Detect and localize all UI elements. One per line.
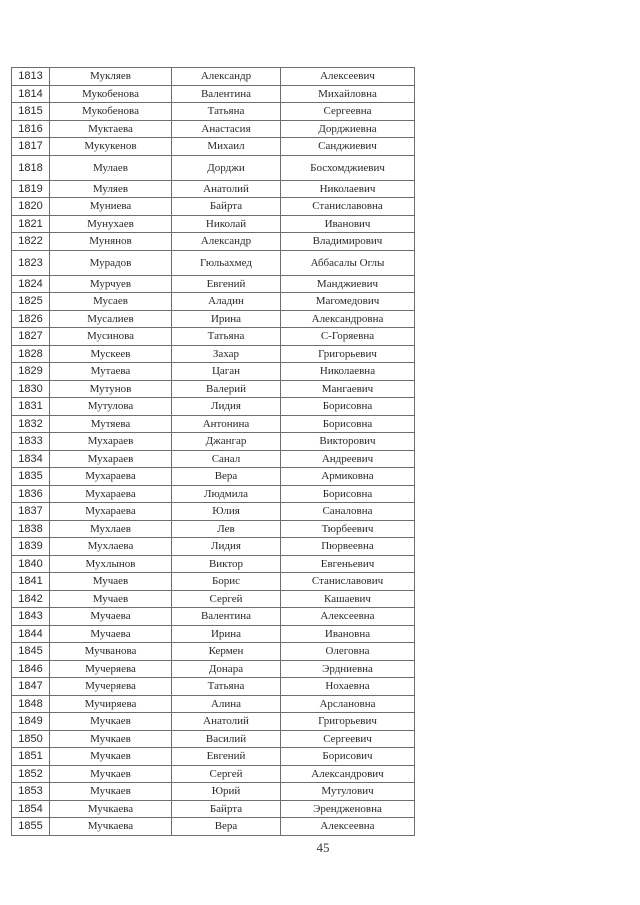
table-row [12,783,415,801]
first-name-cell: Татьяна [172,103,281,121]
row-number: 1821 [12,215,50,233]
first-name-cell: Борис [172,573,281,591]
surname-cell: Мучаев [50,573,172,591]
first-name-cell: Анатолий [172,713,281,731]
first-name-cell: Анатолий [172,180,281,198]
patronymic-cell: Саналовна [281,503,415,521]
surname-cell: Мулаев [50,155,172,180]
surname-cell: Мучкаев [50,713,172,731]
patronymic-cell: Станиславович [281,573,415,591]
surname-cell: Мурадов [50,250,172,275]
first-name-cell: Донара [172,660,281,678]
table-row [12,590,415,608]
table-row [12,818,415,836]
first-name-cell: Валентина [172,608,281,626]
surname-cell: Мучиряева [50,695,172,713]
patronymic-cell: Александровна [281,310,415,328]
surname-cell: Мухараева [50,503,172,521]
row-number: 1852 [12,765,50,783]
surname-cell: Мучванова [50,643,172,661]
surname-cell: Мунянов [50,233,172,251]
table-row [12,625,415,643]
row-number: 1831 [12,398,50,416]
patronymic-cell: Олеговна [281,643,415,661]
patronymic-cell: С-Горяевна [281,328,415,346]
row-number: 1834 [12,450,50,468]
patronymic-cell: Эрдниевна [281,660,415,678]
first-name-cell: Вера [172,818,281,836]
patronymic-cell: Магомедович [281,293,415,311]
row-number: 1820 [12,198,50,216]
first-name-cell: Татьяна [172,678,281,696]
table-row [12,660,415,678]
row-number: 1853 [12,783,50,801]
row-number: 1839 [12,538,50,556]
first-name-cell: Татьяна [172,328,281,346]
patronymic-cell: Григорьевич [281,345,415,363]
patronymic-cell: Арслановна [281,695,415,713]
surname-cell: Мучкаев [50,783,172,801]
first-name-cell: Николай [172,215,281,233]
patronymic-cell: Нохаевна [281,678,415,696]
surname-cell: Мукобенова [50,103,172,121]
row-number: 1848 [12,695,50,713]
first-name-cell: Антонина [172,415,281,433]
row-number: 1842 [12,590,50,608]
row-number: 1816 [12,120,50,138]
table-row [12,363,415,381]
row-number: 1837 [12,503,50,521]
first-name-cell: Михаил [172,138,281,156]
patronymic-cell: Мутулович [281,783,415,801]
row-number: 1840 [12,555,50,573]
patronymic-cell: Иванович [281,215,415,233]
table-row [12,748,415,766]
first-name-cell: Анастасия [172,120,281,138]
surname-cell: Мучкаева [50,818,172,836]
surname-cell: Мухлаев [50,520,172,538]
row-number: 1823 [12,250,50,275]
table-row [12,415,415,433]
row-number: 1827 [12,328,50,346]
table-row [12,695,415,713]
first-name-cell: Юрий [172,783,281,801]
surname-cell: Мукукенов [50,138,172,156]
surname-cell: Мунухаев [50,215,172,233]
surname-cell: Мухараев [50,433,172,451]
first-name-cell: Ирина [172,625,281,643]
row-number: 1826 [12,310,50,328]
patronymic-cell: Босхомджиевич [281,155,415,180]
patronymic-cell: Николаевич [281,180,415,198]
row-number: 1849 [12,713,50,731]
first-name-cell: Лидия [172,398,281,416]
row-number: 1835 [12,468,50,486]
table-row [12,345,415,363]
row-number: 1855 [12,818,50,836]
patronymic-cell: Манджиевич [281,275,415,293]
first-name-cell: Захар [172,345,281,363]
page-number: 45 [316,840,330,855]
table-row [12,713,415,731]
first-name-cell: Санал [172,450,281,468]
table-row [12,800,415,818]
table-row [12,155,415,180]
table-row [12,765,415,783]
surname-cell: Мухлынов [50,555,172,573]
patronymic-cell: Николаевна [281,363,415,381]
patronymic-cell: Владимирович [281,233,415,251]
row-number: 1841 [12,573,50,591]
row-number: 1817 [12,138,50,156]
first-name-cell: Цаган [172,363,281,381]
patronymic-cell: Тюрбеевич [281,520,415,538]
table-row [12,485,415,503]
row-number: 1844 [12,625,50,643]
row-number: 1828 [12,345,50,363]
first-name-cell: Гюльахмед [172,250,281,275]
table-row [12,433,415,451]
surname-cell: Мучеряева [50,678,172,696]
row-number: 1854 [12,800,50,818]
patronymic-cell: Мангаевич [281,380,415,398]
surname-cell: Мускеев [50,345,172,363]
first-name-cell: Байрта [172,198,281,216]
patronymic-cell: Алексеевна [281,608,415,626]
surname-cell: Муляев [50,180,172,198]
table-row [12,398,415,416]
table-row [12,555,415,573]
surname-cell: Муниева [50,198,172,216]
first-name-cell: Валентина [172,85,281,103]
patronymic-cell: Дорджиевна [281,120,415,138]
table-row [12,103,415,121]
row-number: 1850 [12,730,50,748]
patronymic-cell: Борисовна [281,398,415,416]
patronymic-cell: Андреевич [281,450,415,468]
patronymic-cell: Эрендженовна [281,800,415,818]
table-row [12,503,415,521]
first-name-cell: Александр [172,68,281,86]
first-name-cell: Сергей [172,765,281,783]
first-name-cell: Кермен [172,643,281,661]
first-name-cell: Ирина [172,310,281,328]
surname-cell: Мутаева [50,363,172,381]
row-number: 1818 [12,155,50,180]
table-row [12,233,415,251]
surname-cell: Мукобенова [50,85,172,103]
table-row [12,215,415,233]
patronymic-cell: Станиславовна [281,198,415,216]
first-name-cell: Юлия [172,503,281,521]
table-row [12,275,415,293]
patronymic-cell: Евгеньевич [281,555,415,573]
table-row [12,328,415,346]
first-name-cell: Василий [172,730,281,748]
table-row [12,608,415,626]
patronymic-cell: Кашаевич [281,590,415,608]
surname-cell: Мутулова [50,398,172,416]
table-row [12,198,415,216]
table-row [12,520,415,538]
surname-cell: Мухараева [50,468,172,486]
row-number: 1846 [12,660,50,678]
first-name-cell: Аладин [172,293,281,311]
first-name-cell: Вера [172,468,281,486]
patronymic-cell: Борисович [281,748,415,766]
row-number: 1838 [12,520,50,538]
row-number: 1815 [12,103,50,121]
surname-cell: Мучкаев [50,730,172,748]
first-name-cell: Лев [172,520,281,538]
table-row [12,68,415,86]
row-number: 1822 [12,233,50,251]
surname-cell: Мутяева [50,415,172,433]
row-number: 1825 [12,293,50,311]
row-number: 1830 [12,380,50,398]
row-number: 1836 [12,485,50,503]
row-number: 1819 [12,180,50,198]
first-name-cell: Александр [172,233,281,251]
first-name-cell: Дорджи [172,155,281,180]
table-row [12,573,415,591]
table-row [12,180,415,198]
name-list-table [11,67,415,836]
row-number: 1847 [12,678,50,696]
surname-cell: Мукляев [50,68,172,86]
row-number: 1814 [12,85,50,103]
row-number: 1832 [12,415,50,433]
surname-cell: Мучеряева [50,660,172,678]
first-name-cell: Валерий [172,380,281,398]
first-name-cell: Виктор [172,555,281,573]
first-name-cell: Джангар [172,433,281,451]
table-row [12,678,415,696]
table-row [12,468,415,486]
first-name-cell: Евгений [172,275,281,293]
row-number: 1851 [12,748,50,766]
table-row [12,643,415,661]
surname-cell: Мучаев [50,590,172,608]
name-list-body [12,68,415,836]
patronymic-cell: Викторович [281,433,415,451]
table-row [12,120,415,138]
surname-cell: Мусинова [50,328,172,346]
patronymic-cell: Санджиевич [281,138,415,156]
table-row [12,310,415,328]
table-row [12,730,415,748]
surname-cell: Мусалиев [50,310,172,328]
first-name-cell: Алина [172,695,281,713]
patronymic-cell: Сергеевна [281,103,415,121]
surname-cell: Мучкаев [50,748,172,766]
patronymic-cell: Борисовна [281,415,415,433]
table-row [12,293,415,311]
patronymic-cell: Александрович [281,765,415,783]
patronymic-cell: Пюрвеевна [281,538,415,556]
surname-cell: Мухараев [50,450,172,468]
patronymic-cell: Михайловна [281,85,415,103]
surname-cell: Мухлаева [50,538,172,556]
patronymic-cell: Борисовна [281,485,415,503]
surname-cell: Муктаева [50,120,172,138]
patronymic-cell: Ивановна [281,625,415,643]
surname-cell: Мухараева [50,485,172,503]
row-number: 1833 [12,433,50,451]
patronymic-cell: Алексеевич [281,68,415,86]
first-name-cell: Лидия [172,538,281,556]
surname-cell: Мусаев [50,293,172,311]
table-row [12,450,415,468]
table-row [12,380,415,398]
table-row [12,85,415,103]
row-number: 1843 [12,608,50,626]
patronymic-cell: Алексеевна [281,818,415,836]
first-name-cell: Людмила [172,485,281,503]
surname-cell: Мутунов [50,380,172,398]
row-number: 1829 [12,363,50,381]
first-name-cell: Евгений [172,748,281,766]
patronymic-cell: Армиковна [281,468,415,486]
row-number: 1845 [12,643,50,661]
surname-cell: Мурчуев [50,275,172,293]
table-row [12,138,415,156]
surname-cell: Мучаева [50,625,172,643]
surname-cell: Мучаева [50,608,172,626]
row-number: 1813 [12,68,50,86]
patronymic-cell: Сергеевич [281,730,415,748]
table-row [12,250,415,275]
first-name-cell: Байрта [172,800,281,818]
first-name-cell: Сергей [172,590,281,608]
patronymic-cell: Григорьевич [281,713,415,731]
patronymic-cell: Аббасалы Оглы [281,250,415,275]
surname-cell: Мучкаев [50,765,172,783]
row-number: 1824 [12,275,50,293]
surname-cell: Мучкаева [50,800,172,818]
table-row [12,538,415,556]
